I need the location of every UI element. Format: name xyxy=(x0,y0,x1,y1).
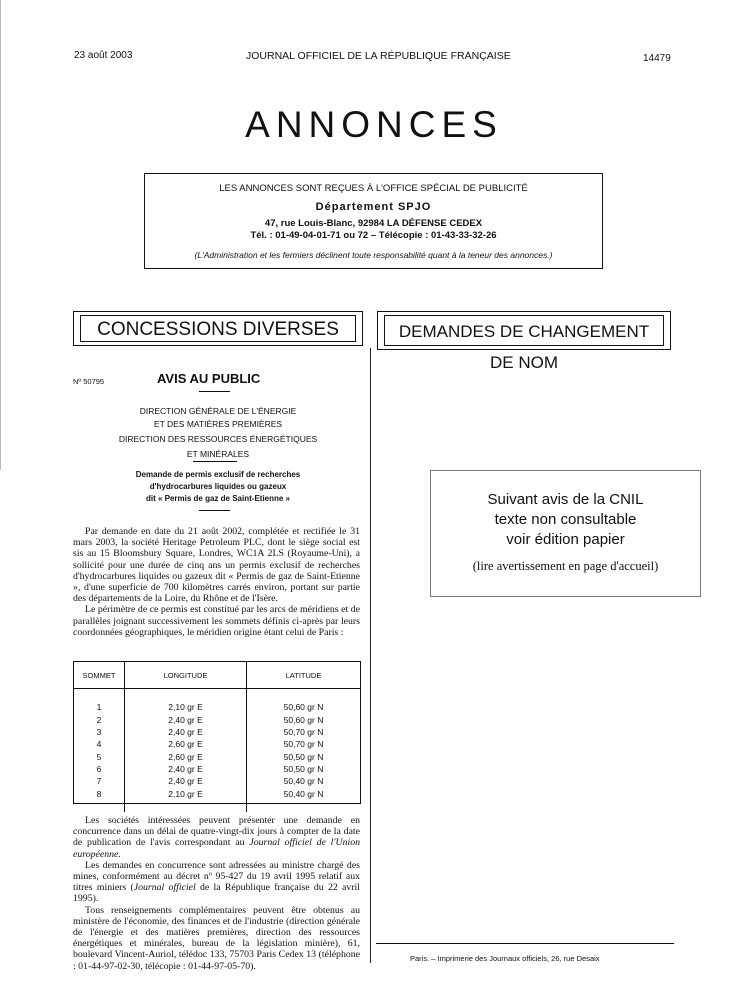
column-header-longitude: LONGITUDE xyxy=(125,662,247,689)
cell-sommet: 2 xyxy=(74,714,125,726)
table-row xyxy=(74,787,360,799)
notice-line: LES ANNONCES SONT REÇUES À L'OFFICE SPÉCIAL DE PUBLICITÉ xyxy=(219,183,528,194)
subject-line: dit « Permis de gaz de Saint-Etienne » xyxy=(145,494,291,503)
cell-sommet: 4 xyxy=(74,738,125,750)
cell-longitude: 2,40 gr E xyxy=(125,726,247,738)
notice-disclaimer: (L'Administration et les fermiers déclinent toute responsabilité quant à la teneur des annonces.) xyxy=(194,250,553,260)
cell-latitude: 50,50 gr N xyxy=(283,751,324,762)
table-row xyxy=(74,714,360,726)
cell-sommet: 7 xyxy=(74,775,125,787)
column-divider xyxy=(370,348,371,963)
right-section-frame xyxy=(377,311,671,372)
authority-line: ET DES MATIÈRES PREMIÈRES xyxy=(153,419,283,429)
coordinates-table xyxy=(74,662,360,812)
footer-imprint: Paris. – Imprimerie des Journaux officiels, 26, rue Desaix xyxy=(410,954,600,963)
header-date: 23 août 2003 xyxy=(74,50,133,61)
cnil-line-3: voir édition papier xyxy=(506,531,625,548)
left-section-frame xyxy=(73,311,363,346)
cell-sommet: 1 xyxy=(74,701,125,713)
notice-phones: Tél. : 01-49-04-01-71 ou 72 – Télécopie : 01-43-33-32-26 xyxy=(250,230,497,241)
table-row xyxy=(74,763,360,775)
journal-ue-italic: Journal officiel de l'Union européenne. xyxy=(73,837,360,860)
cell-longitude: 2,40 gr E xyxy=(125,714,247,726)
right-section-heading: DEMANDES DE CHANGEMENT DE NOM xyxy=(384,315,664,346)
cell-latitude: 50,70 gr N xyxy=(283,727,324,738)
cnil-note: (lire avertissement en page d'accueil) xyxy=(472,559,659,573)
notice-department: Département SPJO xyxy=(315,201,432,213)
cell-latitude: 50,70 gr N xyxy=(283,739,324,750)
paragraph-perimeter: Le périmètre de ce permis est constitué par les arcs de méridiens et de parallèles joignant successivement les sommets définis ci-après par leurs coordonnées géographiques, le méridien origine étant celui de Paris : xyxy=(73,604,360,638)
page-title: ANNONCES xyxy=(245,104,503,145)
cell-longitude: 2,60 gr E xyxy=(125,738,247,750)
cnil-notice-box xyxy=(430,470,701,597)
table-row xyxy=(74,775,360,787)
left-section-heading: CONCESSIONS DIVERSES xyxy=(80,315,356,342)
cell-latitude: 50,40 gr N xyxy=(283,776,324,787)
closing-paragraphs xyxy=(73,815,360,972)
paragraph-contact: Tous renseignements complémentaires peuvent être obtenus au ministère de l'économie, des finances et de l'industrie (direction générale de l'énergie et des matières premières, direction des ressources énergétiques et minérales, bureau de la législation minière), 61, boulevard Vincent-Auriol, télédoc 133, 75703 Paris Cedex 13 (téléphone : 01-44-97-02-30, télécopie : 01-44-97-05-70). xyxy=(73,904,360,972)
column-header-sommet: SOMMET xyxy=(74,662,125,689)
subject-block xyxy=(73,469,363,505)
scan-edge-line xyxy=(0,0,1,470)
notice-title: AVIS AU PUBLIC xyxy=(157,371,261,386)
journal-officiel-italic: Journal officiel xyxy=(133,882,196,894)
authority-line: DIRECTION GÉNÉRALE DE L'ÉNERGIE xyxy=(139,406,297,416)
paragraph-addressed: Les demandes en concurrence sont adressées au ministre chargé des mines, conformément au décret nº 95-427 du 19 avril 1995 relatif aux titres miniers (Journal officiel de la République française du 22 avril 1995). xyxy=(73,859,360,905)
column-header-latitude: LATITUDE xyxy=(247,662,361,689)
authority-line: ET MINÉRALES xyxy=(186,449,250,459)
cell-sommet: 6 xyxy=(74,763,125,775)
cell-sommet: 3 xyxy=(74,726,125,738)
cell-longitude: 2,40 gr E xyxy=(125,775,247,787)
coordinates-table-frame xyxy=(73,661,361,804)
subject-line: Demande de permis exclusif de recherches xyxy=(135,470,301,479)
header-journal-title: JOURNAL OFFICIEL DE LA RÉPUBLIQUE FRANÇAISE xyxy=(246,50,511,62)
footer-rule xyxy=(376,943,674,944)
authority-rule xyxy=(193,461,237,462)
notice-box xyxy=(144,173,603,269)
cell-sommet: 8 xyxy=(74,787,125,799)
table-row xyxy=(74,750,360,762)
notice-address: 47, rue Louis-Blanc, 92984 LA DÉFENSE CEDEX xyxy=(264,218,483,229)
cell-latitude: 50,60 gr N xyxy=(283,702,324,713)
cnil-line-2: texte non consultable xyxy=(494,511,637,528)
cell-longitude: 2,40 gr E xyxy=(125,763,247,775)
authority-block xyxy=(73,405,363,461)
table-row xyxy=(74,701,360,713)
cnil-line-1: Suivant avis de la CNIL xyxy=(487,491,644,508)
table-header-row xyxy=(74,662,360,689)
subject-line: d'hydrocarbures liquides ou gazeux xyxy=(149,482,287,491)
cell-longitude: 2,60 gr E xyxy=(125,750,247,762)
paragraph-request: Par demande en date du 21 août 2002, complétée et rectifiée le 31 mars 2003, la société Heritage Petroleum PLC, dont le siège social est sis au 15 Bloomsbury Square, Londres, WC1A 2LS (Royaume-Uni), a sollicité pour une durée de cinq ans un permis exclusif de recherches d'hydrocarbures liquides ou gazeux dit « Permis de gaz de Saint-Etienne », d'une superficie de 700 kilomètres carrés environ, portant sur partie des départements de la Loire, du Rhône et de l'Isère. xyxy=(73,526,360,605)
header-page-number: 14479 xyxy=(643,53,671,64)
table-row xyxy=(74,738,360,750)
cell-sommet: 5 xyxy=(74,750,125,762)
title-rule xyxy=(199,391,230,392)
cell-latitude: 50,50 gr N xyxy=(283,763,324,774)
paragraph-competition: Les sociétés intéressées peuvent présenter une demande en concurrence dans un délai de quatre-vingt-dix jours à compter de la date de publication de l'avis correspondant au Journal officiel de l'Union européenne. xyxy=(73,815,360,860)
intro-paragraphs xyxy=(73,526,360,638)
table-row xyxy=(74,726,360,738)
cell-latitude: 50,40 gr N xyxy=(283,788,324,799)
cell-longitude: 2,10 gr E xyxy=(125,701,247,713)
subject-rule xyxy=(199,510,230,511)
authority-line: DIRECTION DES RESSOURCES ÉNERGÉTIQUES xyxy=(118,434,318,444)
cell-longitude: 2,10 gr E xyxy=(125,787,247,799)
cell-latitude: 50,60 gr N xyxy=(283,714,324,725)
notice-number: Nº 50795 xyxy=(73,377,105,386)
